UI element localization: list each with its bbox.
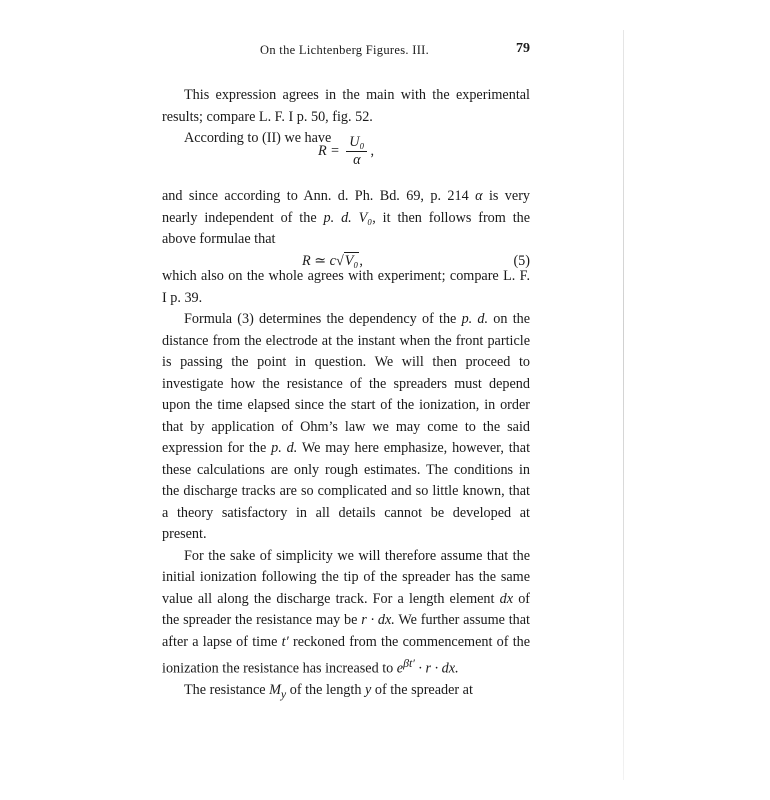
paragraph-3	[162, 186, 530, 251]
p6-dx: dx	[499, 590, 514, 607]
p3-text-a: and since according to Ann. d. Ph. Bd. 69, p. 214	[162, 188, 469, 204]
paragraph-5	[162, 309, 530, 546]
page-number: 79	[516, 41, 530, 56]
p3-pd: p. d.	[323, 209, 352, 226]
p6-t: t′	[281, 633, 289, 650]
eq2-lhs: R ≃ c	[302, 252, 336, 269]
p7-my: M	[269, 682, 281, 699]
p3-v0: V₀	[358, 209, 373, 226]
p5-text-c: We may here emphasize, however, that these calculations are only rough estimates. The conditions in the discharge tracks are so complicated and so little known, that a theory satisfactory in all details cannot be developed at present.	[162, 440, 531, 542]
p5-pd-2: p. d.	[271, 440, 298, 456]
p6-text-b: of the spreader the resistance may be	[162, 590, 531, 628]
p6-text-c: We further assume that after a lapse of time	[162, 612, 530, 650]
eq1-lhs: R =	[317, 142, 340, 159]
p7-text-c: of the spreader at	[374, 682, 473, 699]
p6-text-d: reckoned from the commencement of the ionization the resistance has increased to	[162, 633, 531, 677]
eq1-tail: ,	[370, 142, 375, 159]
eq1-denominator: α	[353, 152, 361, 168]
p7-y: y	[364, 682, 372, 699]
paragraph-2: According to (II) we have	[184, 130, 332, 146]
scan-edge-line	[623, 30, 624, 780]
p3-text-b: is very nearly independent of the	[162, 188, 531, 226]
p5-pd: p. d.	[461, 311, 489, 327]
paragraph-6	[162, 546, 530, 681]
p6-exp-rest: · r · dx.	[418, 660, 459, 677]
p6-exp-sup: βt′	[403, 656, 415, 670]
p6-rdx: r · dx.	[361, 612, 395, 628]
p3-alpha: α	[475, 188, 483, 204]
paragraph-1: This expression agrees in the main with the experimental results; compare L. F. I p. 50, fig. 52.	[162, 87, 530, 125]
body-text-middle	[162, 186, 530, 275]
p5-text-b: on the distance from the electrode at the instant when the front particle is passing the point in question. We will then proceed to investigate how the resistance of the spreaders must depend upon the time elapsed since the start of the ionization, in order that by application of Ohm’s law we may come to the said expression for the	[162, 311, 531, 456]
body-text-bottom	[162, 266, 530, 706]
eq1-fraction	[346, 134, 367, 169]
p7-my-sub: y	[280, 687, 287, 702]
running-title: On the Lichtenberg Figures. III.	[260, 43, 430, 57]
eq1-numerator: U₀	[346, 134, 367, 152]
paragraph-4: which also on the whole agrees with experiment; compare L. F. I p. 39.	[162, 268, 530, 306]
equation-1	[162, 134, 530, 169]
eq2-radical: √	[335, 252, 344, 269]
p7-text-a: The resistance	[184, 682, 266, 699]
paragraph-7	[162, 680, 530, 705]
p3-text-c: , it then follows from the above formulae that	[162, 209, 531, 247]
p7-text-b: of the length	[289, 682, 362, 699]
p6-exp-base: e	[396, 660, 404, 677]
eq2-radicand: V₀	[344, 252, 359, 269]
page-header	[162, 41, 530, 61]
equation-number-5: (5)	[513, 252, 530, 269]
eq2-tail: ,	[359, 252, 363, 269]
p6-text-a: For the sake of simplicity we will therefore assume that the initial ionization following the tip of the spreader has the same value all along the discharge track. For a length element	[162, 547, 530, 607]
p5-text-a: Formula (3) determines the dependency of the	[184, 311, 457, 327]
